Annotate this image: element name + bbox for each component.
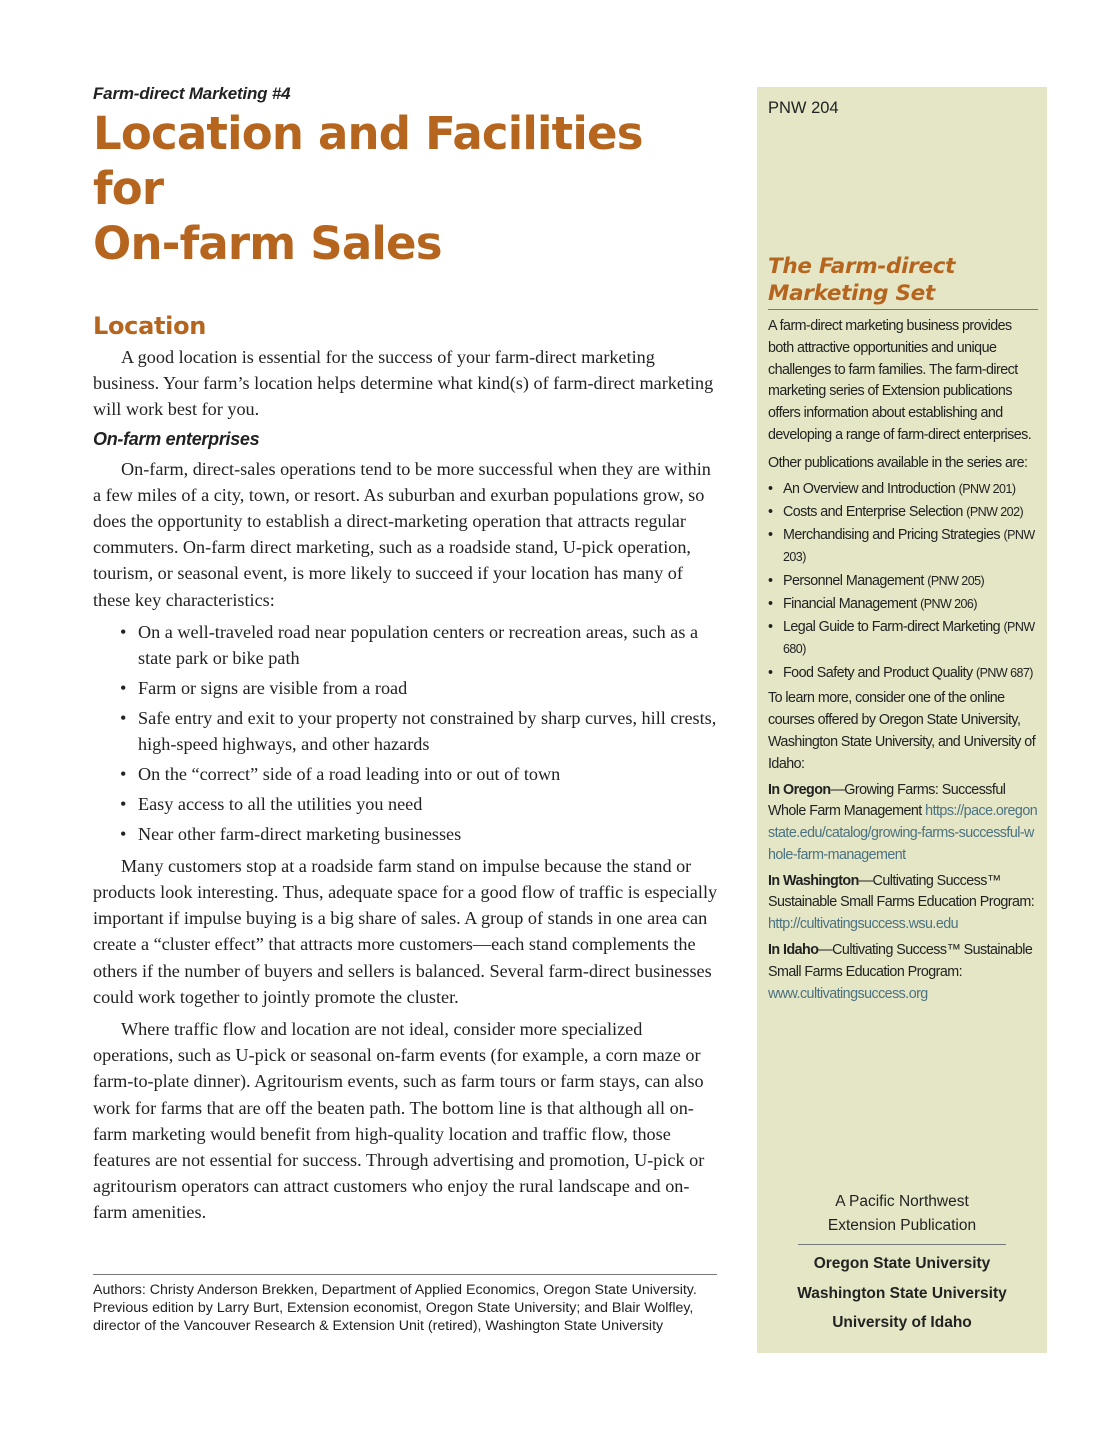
learn-more-text: To learn more, consider one of the online courses offered by Oregon State University, Washington State University, and University of Idaho: — [768, 690, 1036, 772]
list-item-text: Safe entry and exit to your property not constrained by sharp curves, hill crests, high-speed highways, and other hazards — [138, 707, 717, 754]
list-item-text: Near other farm-direct marketing businesses — [138, 823, 462, 844]
university-name: University of Idaho — [832, 1314, 972, 1331]
bullet-icon: • — [120, 707, 127, 728]
other-publications-label: Other publications available in the series are: — [768, 454, 1028, 471]
section-heading-location: Location — [93, 312, 207, 340]
bullet-icon: • — [768, 572, 773, 589]
series-label: Farm-direct Marketing #4 — [93, 84, 291, 103]
list-item-text: On a well-traveled road near population centers or recreation areas, such as a state park or bike path — [138, 621, 699, 668]
pub-code: (PNW 206) — [920, 596, 977, 611]
bullet-icon: • — [768, 503, 773, 520]
publication-number: PNW 204 — [768, 99, 839, 117]
publications-list — [768, 479, 1038, 685]
pub-code: (PNW 203) — [783, 528, 1035, 565]
pub-code: (PNW 680) — [783, 620, 1035, 657]
list-item — [120, 821, 723, 847]
pub-title: Personnel Management — [783, 572, 924, 589]
oregon-text: —Growing Farms: Successful Whole Farm Management — [768, 781, 1006, 820]
pub-code: (PNW 205) — [927, 573, 985, 588]
publication-type-line-1: A Pacific Northwest — [835, 1193, 969, 1210]
pub-title: Food Safety and Product Quality — [783, 664, 973, 681]
bullet-icon: • — [768, 527, 773, 544]
university-name: Oregon State University — [813, 1255, 991, 1272]
bullet-icon: • — [768, 619, 773, 636]
main-column — [93, 84, 723, 1232]
publication-type — [757, 1190, 1047, 1244]
washington-course — [768, 871, 1038, 936]
publisher-block — [757, 1190, 1047, 1338]
list-item — [120, 619, 723, 671]
bullet-icon: • — [120, 823, 127, 844]
pub-code: (PNW 201) — [958, 481, 1016, 496]
page-title — [93, 106, 723, 271]
series-set-title — [768, 253, 1038, 310]
university-name: Washington State University — [797, 1284, 1007, 1302]
sidebar-content — [768, 253, 1038, 1005]
set-title-line-1: The Farm-direct — [768, 254, 956, 279]
list-item — [768, 479, 1038, 501]
set-title-line-2: Marketing Set — [768, 281, 935, 306]
universities-list — [757, 1245, 1047, 1338]
list-item-text: Farm or signs are visible from a road — [138, 677, 408, 698]
list-item — [768, 525, 1038, 569]
list-item — [120, 675, 723, 701]
washington-link[interactable]: http://cultivatingsuccess.wsu.edu — [768, 916, 959, 933]
pub-title: Costs and Enterprise Selection — [783, 503, 963, 520]
title-line-2: On-farm Sales — [93, 217, 442, 270]
bullet-icon: • — [120, 677, 127, 698]
paragraph-1: On-farm, direct-sales operations tend to be more successful when they are within a few miles of a city, town, or resort. As suburban and exurban populations grow, so does the opportunity to establish a direct-marketing operation that attracts regular commuters. On-farm direct marketing, such as a roadside stand, U-pick operation, tourism, or seasonal event, is more likely to succeed if your location has many of these key characteristics: — [93, 458, 711, 610]
list-item-text: On the “correct” side of a road leading into or out of town — [138, 763, 561, 784]
list-item — [768, 571, 1038, 593]
bullet-icon: • — [120, 793, 127, 814]
list-item — [768, 502, 1038, 524]
list-item-text: Easy access to all the utilities you need — [138, 793, 423, 814]
bullet-icon: • — [768, 480, 773, 497]
bullet-icon: • — [120, 763, 127, 784]
list-item — [120, 791, 723, 817]
bullet-icon: • — [768, 664, 773, 681]
pub-title: Legal Guide to Farm-direct Marketing — [783, 619, 1000, 636]
pub-code: (PNW 687) — [976, 665, 1033, 680]
idaho-course — [768, 940, 1038, 1005]
publication-type-line-2: Extension Publication — [827, 1217, 977, 1234]
sidebar — [757, 87, 1047, 1353]
pub-title: Merchandising and Pricing Strategies — [783, 527, 1001, 544]
list-item — [120, 705, 723, 757]
pub-title: Financial Management — [783, 595, 917, 612]
list-item — [120, 761, 723, 787]
bullet-icon: • — [768, 595, 773, 612]
characteristics-list — [93, 619, 723, 847]
bullet-icon: • — [120, 621, 127, 642]
washington-label: In Washington — [768, 872, 859, 889]
paragraph-3: Where traffic flow and location are not ideal, consider more specialized operations, such as U-pick or seasonal on-farm events (for example, a corn maze or farm-to-plate dinner). Agritourism events, such as farm tours or farm stays, can also work for farms that are off the beaten path. The bottom line is that although all on-farm marketing would benefit from high-quality location and traffic flow, those features are not essential for success. Through advertising and promotion, U-pick or agritourism operators can attract customers who enjoy the rural landscape and on-farm amenities. — [93, 1019, 705, 1223]
subheading-on-farm-enterprises: On-farm enterprises — [93, 428, 260, 449]
intro-paragraph: A good location is essential for the success of your farm-direct marketing business. Your farm’s location helps determine what kind(s) of farm-direct marketing will work best for you. — [93, 347, 714, 420]
washington-text: —Cultivating Success™ Sustainable Small Farms Education Program: — [768, 872, 1035, 911]
pub-title: An Overview and Introduction — [783, 480, 956, 497]
list-item — [768, 617, 1038, 661]
title-line-1: Location and Facilities for — [93, 107, 643, 215]
authors-footnote: Authors: Christy Anderson Brekken, Department of Applied Economics, Oregon State University. Previous edition by Larry Burt, Extension economist, Oregon State University; and Blair Wolfley, director of the Vancouver Research & Extension Unit (retired), Washington State University — [93, 1274, 717, 1335]
idaho-label: In Idaho — [768, 942, 819, 959]
idaho-link[interactable]: www.cultivatingsuccess.org — [768, 985, 928, 1002]
oregon-label: In Oregon — [768, 781, 831, 798]
idaho-text: —Cultivating Success™ Sustainable Small Farms Education Program: — [768, 942, 1033, 980]
series-description: A farm-direct marketing business provides both attractive opportunities and unique challenges to farm families. The farm-direct marketing series of Extension publications offers information about establishing and developing a range of farm-direct enterprises. — [768, 318, 1032, 443]
pub-code: (PNW 202) — [966, 504, 1024, 519]
oregon-link[interactable]: https://pace.oregonstate.edu/catalog/growing-farms-successful-whole-farm-management — [768, 803, 1038, 863]
paragraph-2: Many customers stop at a roadside farm stand on impulse because the stand or products look interesting. Thus, adequate space for a good flow of traffic is especially important if impulse buying is a big share of sales. A group of stands in one area can create a “cluster effect” that attracts more customers—each stand complements the others if the number of buyers and sellers is balanced. Several farm-direct businesses could work together to jointly promote the cluster. — [93, 855, 718, 1007]
list-item — [768, 663, 1038, 685]
oregon-course — [768, 780, 1038, 867]
list-item — [768, 594, 1038, 616]
